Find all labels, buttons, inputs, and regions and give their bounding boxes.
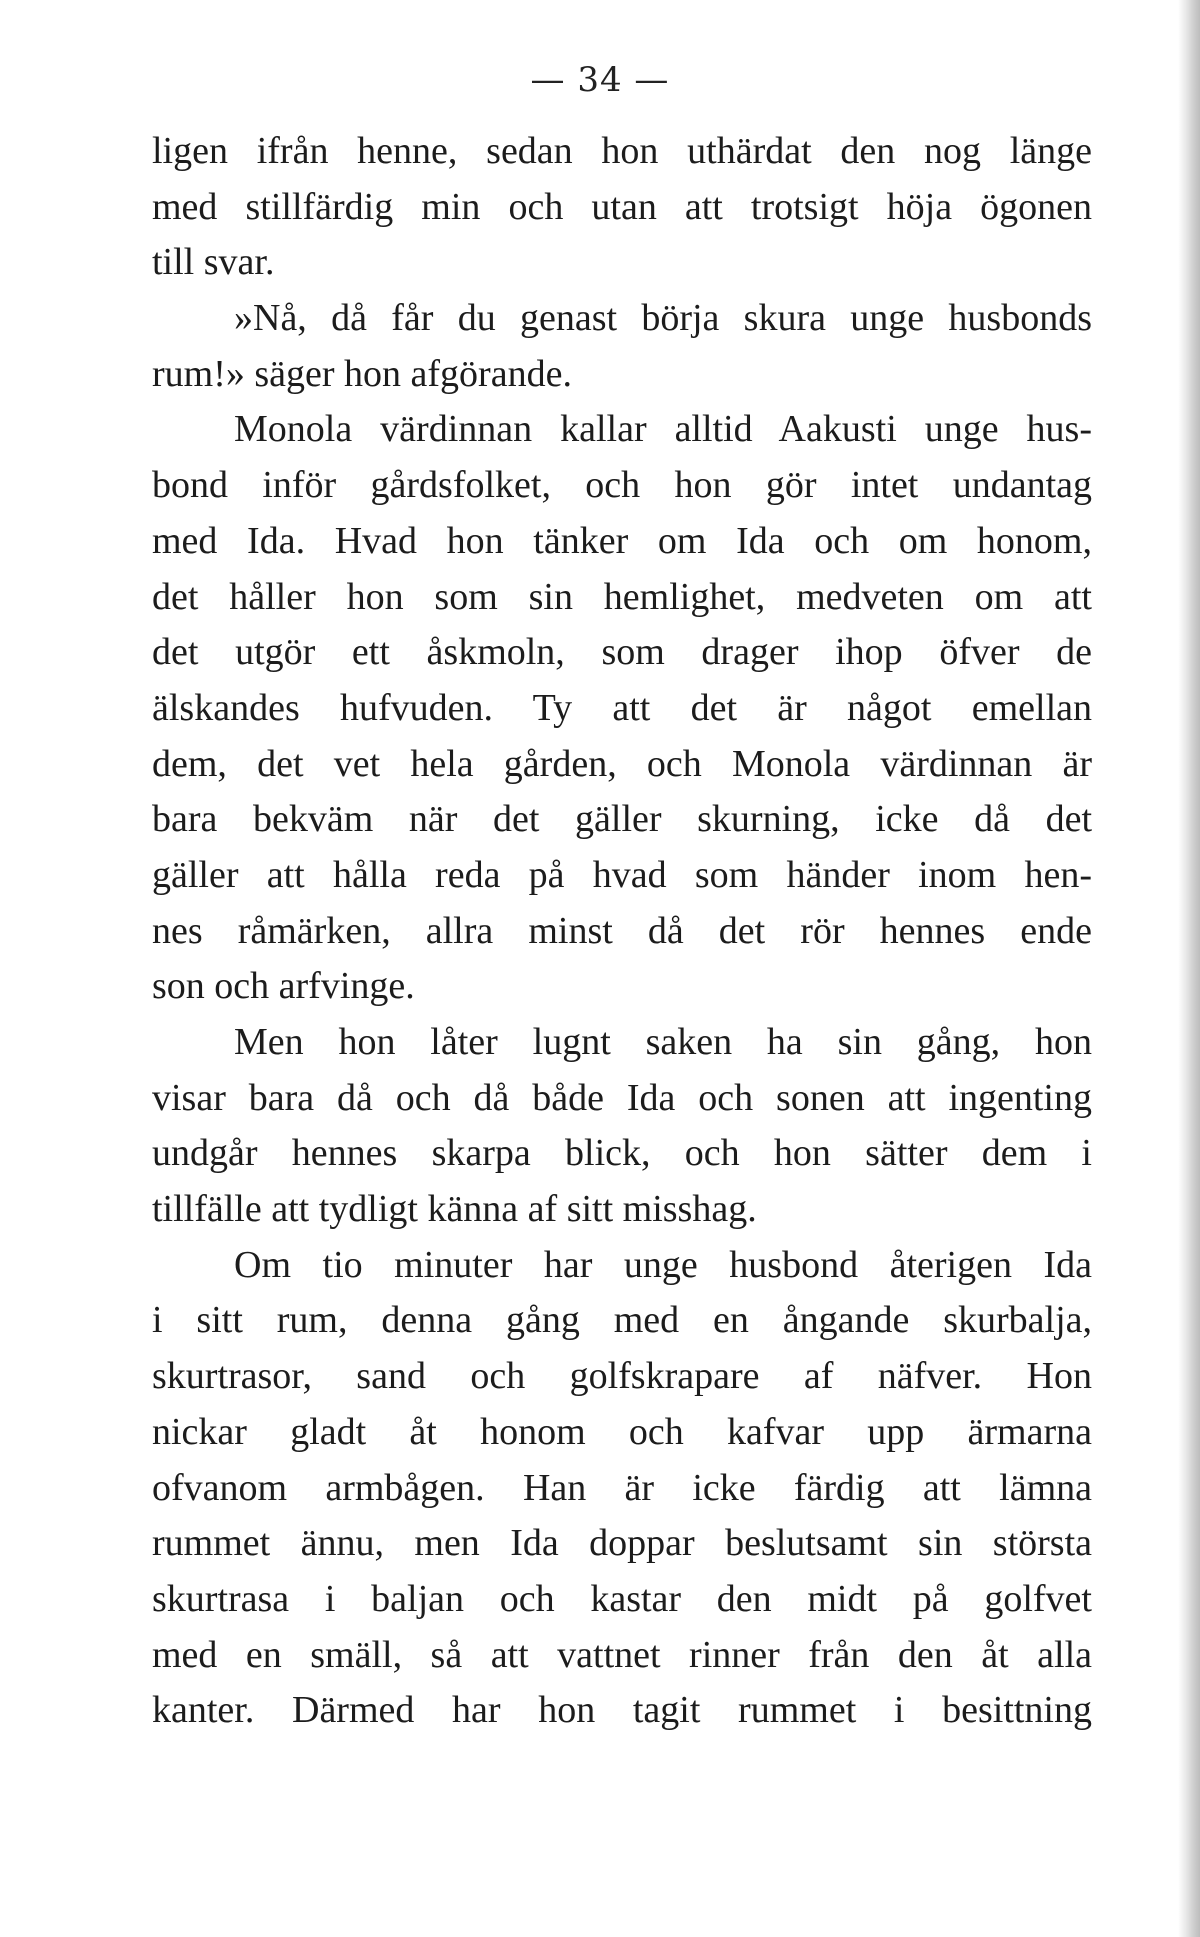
text-line: kanter. Därmed har hon tagit rummet i besittning — [152, 1689, 1092, 1732]
text-line: skurtrasor, sand och golfskrapare af näfver. Hon — [152, 1355, 1092, 1398]
text-line: med Ida. Hvad hon tänker om Ida och om honom, — [152, 519, 1092, 562]
text-line: nes råmärken, allra minst då det rör hennes ende — [152, 909, 1092, 952]
text-line: Om tio minuter har unge husbond återigen Ida — [234, 1243, 1092, 1286]
text-line: med stillfärdig min och utan att trotsigt höja ögonen — [152, 185, 1092, 228]
text-line: till svar. — [152, 241, 275, 284]
text-line: ligen ifrån henne, sedan hon uthärdat den nog länge — [152, 130, 1092, 172]
text-line: bond inför gårdsfolket, och hon gör intet undantag — [152, 464, 1092, 507]
text-line: bara bekväm när det gäller skurning, icke då det — [152, 798, 1092, 841]
text-line: nickar gladt åt honom och kafvar upp ärmarna — [152, 1410, 1092, 1453]
text-line: »Nå, då får du genast börja skura unge husbonds — [234, 297, 1092, 340]
text-line: det utgör ett åskmoln, som drager ihop öfver de — [152, 631, 1092, 674]
text-line: dem, det vet hela gården, och Monola värdinnan är — [152, 742, 1092, 785]
text-line: skurtrasa i baljan och kastar den midt på golfvet — [152, 1577, 1092, 1620]
text-line: rum!» säger hon afgörande. — [152, 352, 572, 395]
page-number: — 34 — — [530, 60, 670, 100]
text-line: älskandes hufvuden. Ty att det är något emellan — [152, 686, 1092, 729]
text-line: Men hon låter lugnt saken ha sin gång, hon — [234, 1021, 1092, 1063]
page-edge-shadow — [1178, 0, 1200, 1937]
text-line: med en smäll, så att vattnet rinner från den åt alla — [152, 1633, 1092, 1676]
text-line: son och arfvinge. — [152, 965, 415, 1008]
text-line: i sitt rum, denna gång med en ångande skurbalja, — [152, 1299, 1092, 1342]
text-line: rummet ännu, men Ida doppar beslutsamt sin största — [152, 1522, 1092, 1565]
text-line: Monola värdinnan kallar alltid Aakusti unge hus- — [234, 408, 1092, 451]
body-text — [152, 124, 1092, 1739]
text-line: ofvanom armbågen. Han är icke färdig att lämna — [152, 1466, 1092, 1509]
text-line: visar bara då och då både Ida och sonen att ingenting — [152, 1076, 1092, 1119]
text-line: det håller hon som sin hemlighet, medveten om att — [152, 575, 1092, 618]
text-line: gäller att hålla reda på hvad som händer inom hen- — [152, 853, 1092, 896]
text-line: tillfälle att tydligt känna af sitt misshag. — [152, 1188, 757, 1231]
text-line: undgår hennes skarpa blick, och hon sätter dem i — [152, 1132, 1092, 1175]
